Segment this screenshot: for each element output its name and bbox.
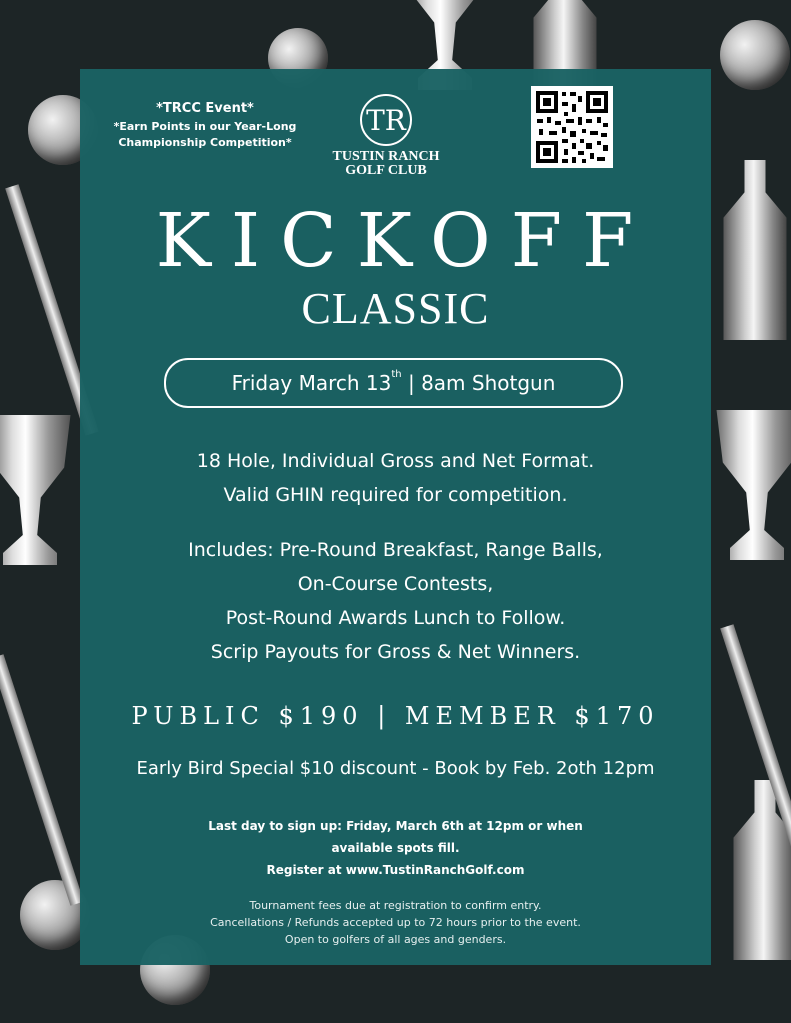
event-tag: [100, 101, 310, 151]
event-tag-points: [100, 119, 310, 151]
club-name-line: TUSTIN RANCH: [332, 149, 440, 164]
club-name: [320, 150, 452, 178]
pricing: PUBLIC $190 | MEMBER $170: [131, 702, 660, 730]
date-ordinal: th: [391, 369, 402, 380]
event-title: KICKOFF: [155, 198, 654, 284]
includes-line: Post-Round Awards Lunch to Follow.: [225, 607, 566, 629]
tr-monogram-icon: TR: [360, 94, 412, 146]
format-details: [0, 444, 791, 512]
event-tag-line: Championship Competition*: [118, 136, 292, 149]
fine-print-line: Open to golfers of all ages and genders.: [284, 933, 507, 946]
signup-info: [0, 815, 791, 881]
event-date-badge: [164, 358, 623, 408]
early-bird-offer: Early Bird Special $10 discount - Book by Feb. 2oth 12pm: [136, 758, 655, 779]
signup-deadline: Last day to sign up: Friday, March 6th at 12pm or when: [208, 819, 583, 833]
event-start: | 8am Shotgun: [401, 371, 556, 395]
event-tag-title: *TRCC Event*: [156, 101, 254, 116]
register-link[interactable]: Register at www.TustinRanchGolf.com: [266, 863, 525, 877]
includes-line: On-Course Contests,: [297, 573, 494, 595]
club-name-line: GOLF CLUB: [345, 163, 427, 178]
includes-details: [0, 533, 791, 669]
event-subtitle: CLASSIC: [301, 284, 490, 333]
qr-code-icon[interactable]: [531, 86, 613, 168]
event-tag-line: *Earn Points in our Year-Long: [113, 120, 297, 133]
signup-deadline-cont: available spots fill.: [331, 841, 460, 855]
includes-line: Includes: Pre-Round Breakfast, Range Balls,: [188, 539, 603, 561]
format-line: Valid GHIN required for competition.: [223, 484, 568, 506]
fine-print-line: Tournament fees due at registration to confirm entry.: [249, 899, 542, 912]
format-line: 18 Hole, Individual Gross and Net Format.: [196, 450, 595, 472]
includes-line: Scrip Payouts for Gross & Net Winners.: [210, 641, 581, 663]
event-date: Friday March 13: [231, 371, 392, 395]
fine-print-line: Cancellations / Refunds accepted up to 72 hours prior to the event.: [210, 916, 581, 929]
fine-print: [0, 897, 791, 948]
club-logo: [320, 94, 452, 178]
golf-ball-icon: [720, 20, 790, 90]
